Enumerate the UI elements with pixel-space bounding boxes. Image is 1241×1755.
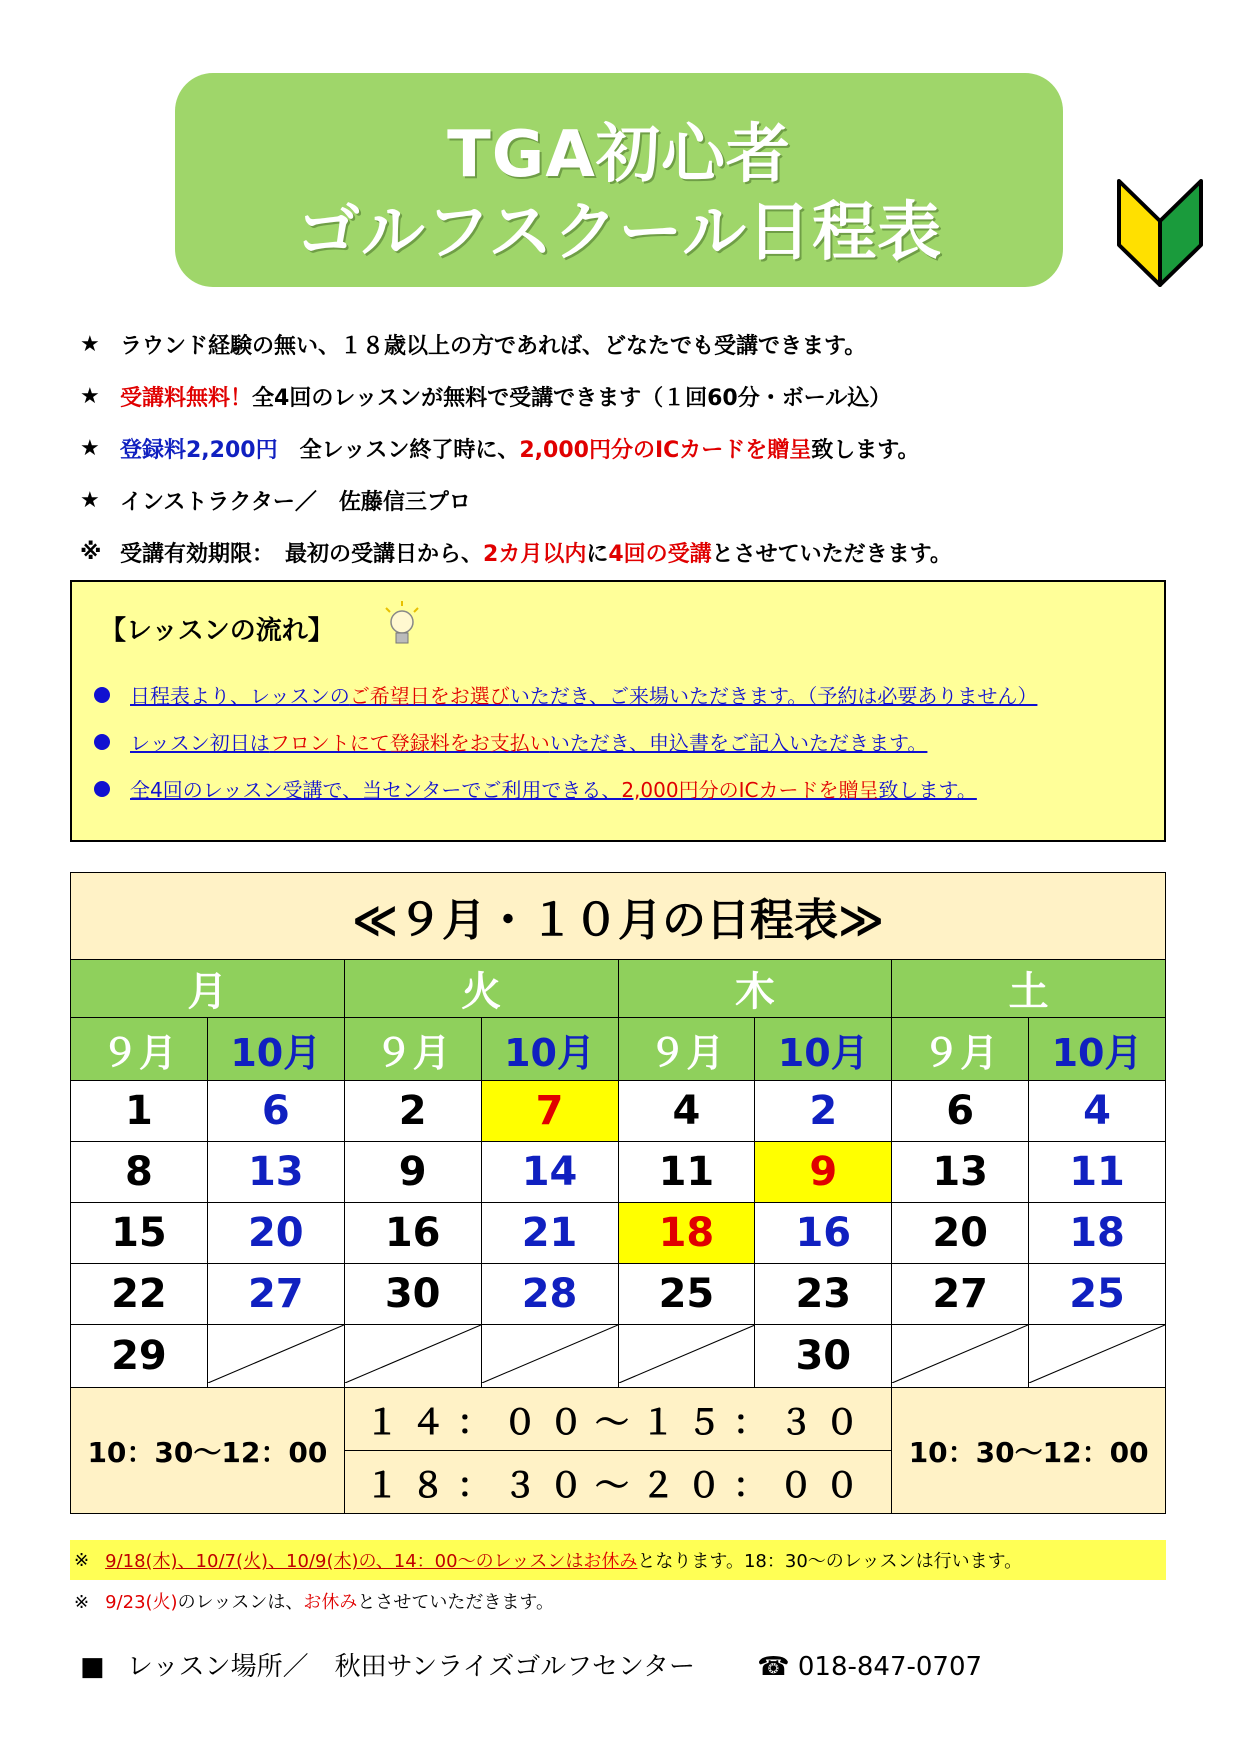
bullet-dot	[94, 687, 110, 703]
bullet-eligibility	[80, 318, 1180, 370]
time-afternoon: １４：００～１５：３０	[344, 1388, 892, 1451]
slash-icon	[1029, 1325, 1165, 1383]
closed-label: お休み	[583, 1551, 638, 1572]
bullet-registration	[80, 422, 1180, 474]
note-mark: ※	[74, 1549, 90, 1571]
flow-title: 【レッスンの流れ】	[100, 616, 334, 646]
date-cell: 18	[1029, 1203, 1166, 1264]
slash-icon	[345, 1325, 481, 1383]
beginner-leaf-icon	[1105, 173, 1215, 293]
title-line-2: ゴルフスクール日程表	[295, 196, 943, 270]
empty-cell	[892, 1325, 1029, 1388]
title-line-1: TGA初心者	[447, 118, 791, 192]
bullet-text: ラウンド経験の無い、１８歳以上の方であれば、どなたでも受講できます。	[120, 333, 867, 359]
date-cell: 2	[755, 1081, 892, 1142]
date-cell: 1	[71, 1081, 208, 1142]
flow-step-2: レッスン初日はフロントにて登録料をお支払いいただき、申込書をご記入いただきます。	[94, 727, 927, 756]
date-cell: 30	[755, 1325, 892, 1388]
flow-step-1: 日程表より、レッスンのご希望日をお選びいただき、ご来場いただきます。（予約は必要ありません）	[94, 680, 1037, 709]
date-cell: 16	[344, 1203, 481, 1264]
four-lessons: 4回の受講	[608, 541, 712, 567]
dow-tuesday: 火	[344, 960, 618, 1018]
free-fee-label: 受講料無料！	[120, 385, 253, 411]
bullet-instructor	[80, 474, 1180, 526]
date-cell: 22	[71, 1264, 208, 1325]
date-cell: 25	[618, 1264, 755, 1325]
month-header-9: ９月	[618, 1018, 755, 1081]
month-header-10: 10月	[207, 1018, 344, 1081]
empty-cell	[1029, 1325, 1166, 1388]
date-cell: 28	[481, 1264, 618, 1325]
month-header-9: ９月	[892, 1018, 1029, 1081]
date-cell: 6	[892, 1081, 1029, 1142]
holiday-note	[70, 1588, 554, 1614]
date-cell: 13	[207, 1142, 344, 1203]
light-bulb-icon	[382, 600, 422, 650]
ic-card-gift: 2,000円分のICカードを贈呈	[621, 778, 879, 802]
note-text: のレッスンは、	[177, 1592, 304, 1613]
date-cell: 4	[618, 1081, 755, 1142]
two-months: 2カ月以内	[483, 541, 587, 567]
date-cell: 9	[344, 1142, 481, 1203]
date-cell: 21	[481, 1203, 618, 1264]
phone-number: 018-847-0707	[797, 1652, 983, 1682]
lesson-flow-box	[70, 580, 1166, 842]
month-header-9: ９月	[71, 1018, 208, 1081]
date-cell: 14	[481, 1142, 618, 1203]
date-cell: 16	[755, 1203, 892, 1264]
holiday-date: 9/23(火)	[105, 1592, 178, 1613]
registration-fee: 登録料2,200円	[120, 437, 278, 463]
dow-saturday: 土	[892, 960, 1166, 1018]
telephone-icon: ☎	[757, 1652, 790, 1682]
empty-cell	[481, 1325, 618, 1388]
empty-cell	[618, 1325, 755, 1388]
note-mark: ※	[74, 1592, 90, 1613]
date-cell: 29	[71, 1325, 208, 1388]
closure-note	[70, 1540, 1166, 1580]
slash-icon	[482, 1325, 618, 1383]
bullet-fee	[80, 370, 1180, 422]
date-cell: 27	[207, 1264, 344, 1325]
empty-cell	[207, 1325, 344, 1388]
date-cell: 20	[892, 1203, 1029, 1264]
date-cell: 13	[892, 1142, 1029, 1203]
date-cell: 6	[207, 1081, 344, 1142]
date-cell: 2	[344, 1081, 481, 1142]
pay-at-front: フロントにて登録料をお支払い	[269, 731, 550, 755]
note-mark: ※	[80, 539, 102, 565]
closed-label: お休み	[303, 1592, 358, 1613]
closure-dates: 9/18(木)、10/7(火)、10/9(木)の、14：00～のレッスンは	[105, 1551, 584, 1572]
dow-thursday: 木	[618, 960, 892, 1018]
slash-icon	[208, 1325, 344, 1383]
info-bullets	[80, 318, 1180, 578]
bullet-dot	[94, 781, 110, 797]
star-mark: ★	[80, 487, 100, 513]
date-cell: 23	[755, 1264, 892, 1325]
note-text: となります。18：30～のレッスンは行います。	[637, 1551, 1023, 1572]
star-mark: ★	[80, 383, 100, 409]
date-cell: 30	[344, 1264, 481, 1325]
time-saturday: 10：30～12：00	[892, 1388, 1166, 1514]
bullet-text: インストラクター／ 佐藤信三プロ	[120, 489, 471, 515]
bullet-text: 全レッスン終了時に、	[299, 437, 520, 463]
choose-date: ご希望日をお選び	[349, 684, 510, 708]
ic-card-gift: 2,000円分のICカードを贈呈	[519, 437, 812, 463]
empty-cell	[344, 1325, 481, 1388]
time-evening: １８：３０～２０：００	[344, 1451, 892, 1514]
schedule-title: ≪９月・１０月の日程表≫	[71, 873, 1166, 960]
date-cell: 27	[892, 1264, 1029, 1325]
month-header-9: ９月	[344, 1018, 481, 1081]
dow-monday: 月	[71, 960, 345, 1018]
date-cell-closed: 7	[481, 1081, 618, 1142]
square-mark: ■	[80, 1652, 105, 1682]
date-cell: 11	[618, 1142, 755, 1203]
bullet-text: とさせていただきます。	[711, 541, 952, 567]
star-mark: ★	[80, 331, 100, 357]
month-header-10: 10月	[481, 1018, 618, 1081]
date-cell: 25	[1029, 1264, 1166, 1325]
bullet-text: 全4回のレッスンが無料で受講できます（１回60分・ボール込）	[252, 385, 892, 411]
date-cell: 4	[1029, 1081, 1166, 1142]
date-cell-closed: 9	[755, 1142, 892, 1203]
date-cell: 11	[1029, 1142, 1166, 1203]
bullet-validity	[80, 526, 1180, 578]
slash-icon	[619, 1325, 755, 1383]
date-cell-closed: 18	[618, 1203, 755, 1264]
month-header-10: 10月	[755, 1018, 892, 1081]
slash-icon	[892, 1325, 1028, 1383]
schedule-table	[70, 872, 1166, 1514]
note-text: とさせていただきます。	[357, 1592, 554, 1613]
date-cell: 8	[71, 1142, 208, 1203]
date-cell: 20	[207, 1203, 344, 1264]
star-mark: ★	[80, 435, 100, 461]
flow-step-3: 全4回のレッスン受講で、当センターでご利用できる、2,000円分のICカードを贈呈致します。	[94, 774, 977, 803]
title-banner	[175, 73, 1063, 287]
date-cell: 15	[71, 1203, 208, 1264]
bullet-dot	[94, 734, 110, 750]
bullet-text: 受講有効期限： 最初の受講日から、	[120, 541, 484, 567]
bullet-text: に	[586, 541, 609, 567]
footer-location	[80, 1646, 982, 1683]
month-header-10: 10月	[1029, 1018, 1166, 1081]
location-text: レッスン場所／ 秋田サンライズゴルフセンター	[126, 1652, 695, 1682]
bullet-text: 致します。	[811, 437, 920, 463]
time-monday: 10：30～12：00	[71, 1388, 345, 1514]
